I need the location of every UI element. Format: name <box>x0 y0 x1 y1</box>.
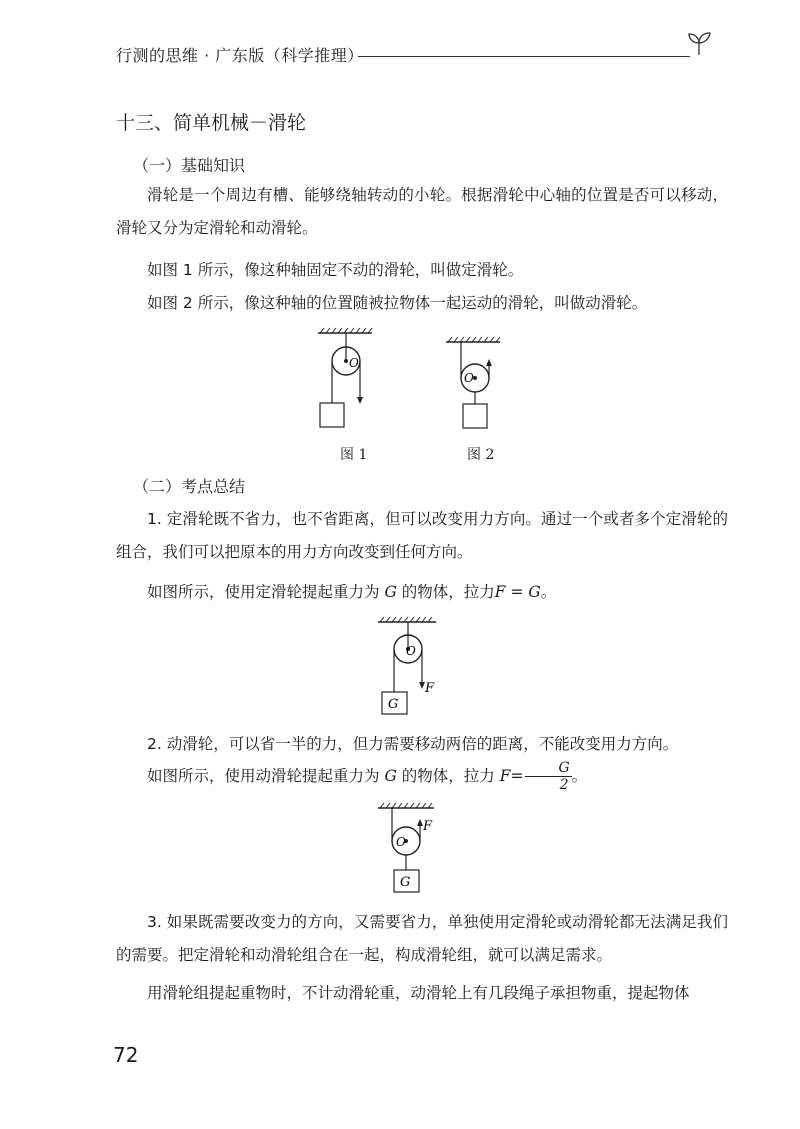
weight-symbol: G <box>384 583 397 601</box>
text-segment: 。 <box>540 583 557 601</box>
paragraph-movable-pulley-rule: 2. 动滑轮，可以省一半的力，但力需要移动两倍的距离，不能改变用力方向。 <box>147 735 679 753</box>
figure-1-fixed-pulley <box>310 325 380 435</box>
basics-heading: （一）基础知识 <box>133 156 246 175</box>
pulley-label: O <box>406 644 416 658</box>
pulley-label: O <box>464 371 474 385</box>
text-segment: 的物体，拉力 <box>401 583 495 601</box>
figure-movable-pulley-force <box>374 798 454 900</box>
section-title: 十三、简单机械－滑轮 <box>116 112 307 134</box>
paragraph-pulley-block: 3. 如果既需要改变力的方向，又需要省力，单独使用定滑轮或动滑轮都无法满足我们的需要。把定滑轮和动滑轮组合在一起，构成滑轮组，就可以满足需求。 <box>116 913 728 964</box>
paragraph-movable-pulley-example <box>116 760 728 793</box>
text-segment: 。 <box>571 767 588 785</box>
weight-label: G <box>400 875 411 890</box>
weight-label: G <box>388 697 399 712</box>
formula-f-equals-g: F = G <box>494 583 541 601</box>
figure-2-caption: 图 2 <box>467 447 495 463</box>
paragraph-pulley-definition: 滑轮是一个周边有槽、能够绕轴转动的小轮。根据滑轮中心轴的位置是否可以移动，滑轮又分为定滑轮和动滑轮。 <box>116 186 728 237</box>
summary-heading: （二）考点总结 <box>133 477 246 496</box>
fraction-denominator: 2 <box>559 777 569 793</box>
fraction-numerator: G <box>525 760 571 777</box>
pulley-label: O <box>349 356 359 370</box>
paragraph-pulley-block-continued: 用滑轮组提起重物时，不计动滑轮重，动滑轮上有几段绳子承担物重，提起物体 <box>147 984 690 1002</box>
force-label: F <box>423 819 433 834</box>
paragraph-fixed-pulley-rule: 1. 定滑轮既不省力，也不省距离，但可以改变用力方向。通过一个或者多个定滑轮的组合，我们可以把原本的用力方向改变到任何方向。 <box>116 510 728 561</box>
force-label: F <box>425 681 435 696</box>
page-number: 72 <box>113 1043 139 1067</box>
paragraph-movable-pulley: 如图 2 所示，像这种轴的位置随被拉物体一起运动的滑轮，叫做动滑轮。 <box>147 294 648 312</box>
pulley-label: O <box>396 835 406 849</box>
text-segment: 的物体，拉力 <box>401 767 495 785</box>
text-segment: 如图所示，使用定滑轮提起重力为 <box>147 583 380 601</box>
header-rule <box>358 56 690 57</box>
text-segment: 如图所示，使用动滑轮提起重力为 <box>147 767 380 785</box>
weight-symbol: G <box>384 767 397 785</box>
force-symbol: F= <box>499 767 524 785</box>
fraction-g-over-2 <box>525 760 571 793</box>
figure-fixed-pulley-force <box>372 612 452 722</box>
running-header: 行测的思维 · 广东版（科学推理） <box>116 46 364 65</box>
figure-1-caption: 图 1 <box>340 447 368 463</box>
paragraph-fixed-pulley: 如图 1 所示，像这种轴固定不动的滑轮，叫做定滑轮。 <box>147 261 524 279</box>
figure-2-movable-pulley <box>440 330 510 440</box>
sprout-icon <box>684 28 714 58</box>
paragraph-fixed-pulley-example <box>116 576 728 609</box>
